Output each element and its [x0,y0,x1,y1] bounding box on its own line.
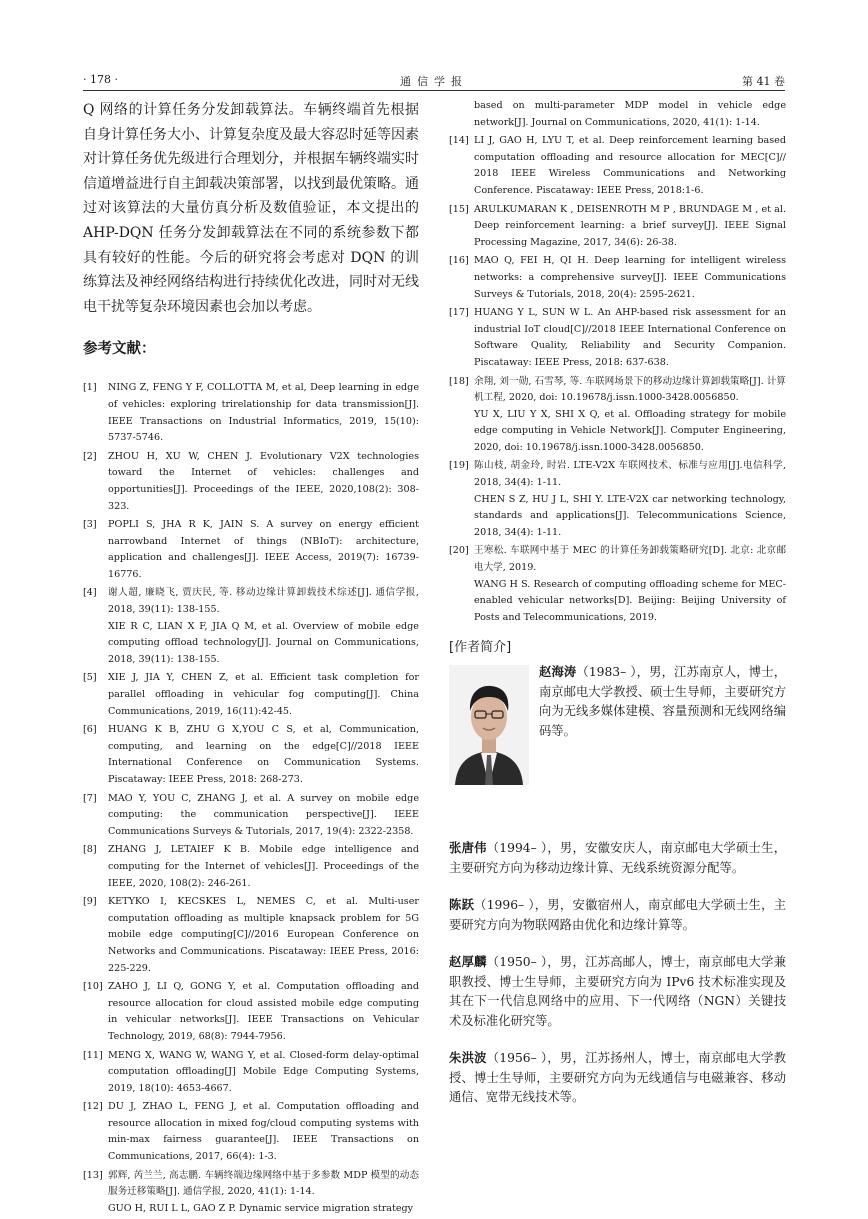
author-bio [449,896,786,935]
reference-number: [19] [449,460,469,472]
references-heading: 参考文献： [83,341,156,358]
journal-name: 通信学报 [400,75,468,88]
author-photo [449,665,529,785]
reference-number: [12] [83,1101,103,1113]
reference-item [449,253,786,303]
reference-item [449,543,786,626]
author-description: （1983– ），男，江苏南京人，博士，南京邮电大学教授、硕士生导师，主要研究方向为无线多媒体建模、容量预测和无线网络编码等。 [539,665,786,738]
reference-text: KETYKO I, KECSKES L, NEMES C, et al. Multi-user computation offloading as multiple knapsack problem for 5G mobile edge computing[C]//2016 European Conference on Networks and Communications. Piscataway: IEEE Press, 2016: 225-229. [108,896,419,974]
reference-text: POPLI S, JHA R K, JAIN S. A survey on energy efficient narrowband Internet of things (NBIoT): architecture, application and challenges[J]. IEEE Access, 2019(7): 16739-16776. [108,519,419,580]
author-name: 张唐伟 [449,841,487,856]
left-column [83,98,419,1219]
reference-text: MAO Q, FEI H, QI H. Deep learning for intelligent wireless networks: a comprehensive survey[J]. IEEE Communications Surveys & Tutorials, 2018, 20(4): 2595-2621. [474,255,786,300]
right-column [449,98,786,1108]
reference-item [83,449,419,515]
reference-number: [17] [449,307,469,319]
author-bio-heading: [作者简介] [449,640,512,656]
author-description: （1950– ），男，江苏高邮人，博士，南京邮电大学兼职教授、博士生导师，主要研究方向为 IPv6 技术标准实现及其在下一代信息网络中的应用、下一代网络（NGN）关键技术及标准化研究等。 [449,955,786,1028]
reference-number: [20] [449,545,469,557]
page-header [83,70,785,91]
author-name: 赵海涛 [539,665,577,680]
reference-translation: XIE R C, LIAN X F, JIA Q M, et al. Overview of mobile edge computing offload technology[J]. Journal on Communications, 2018, 39(11): 138-155. [108,620,419,665]
reference-text: 王寒松. 车联网中基于 MEC 的计算任务卸载策略研究[D]. 北京: 北京邮电大学, 2019. [474,545,786,574]
reference-item [449,458,786,541]
reference-number: [5] [83,672,97,684]
reference-text: based on multi-parameter MDP model in vehicle edge network[J]. Journal on Communications, 2020, 41(1): 1-14. [474,100,786,128]
reference-item [83,1168,419,1218]
reference-item [449,305,786,371]
reference-number: [13] [83,1169,103,1181]
author-bio [449,1049,786,1108]
reference-text: MAO Y, YOU C, ZHANG J, et al. A survey on mobile edge computing: the communication perspective[J]. IEEE Communications Surveys & Tutorials, 2017, 19(4): 2322-2358. [108,792,419,837]
reference-number: [10] [83,981,103,993]
reference-item [449,374,786,457]
reference-item [83,722,419,788]
author-name: 赵厚麟 [449,955,487,970]
reference-item [83,979,419,1045]
reference-number: [6] [83,724,97,736]
reference-item [83,517,419,583]
page-number: · 178 · [83,73,118,86]
reference-item [83,842,419,892]
reference-number: [16] [449,255,469,267]
reference-number: [15] [449,203,469,215]
reference-continuation [449,98,786,131]
reference-number: [18] [449,375,469,387]
reference-translation: CHEN S Z, HU J L, SHI Y. LTE-V2X car networking technology, standards and applications[J]. Telecommunications Science, 2018, 34(4): 1-11. [474,493,786,538]
reference-item [83,380,419,446]
reference-text: ZAHO J, LI Q, GONG Y, et al. Computation offloading and resource allocation for cloud assisted mobile edge computing in vehicular networks[J]. IEEE Transactions on Vehicular Technology, 2019, 68(8): 7944-7956. [108,981,419,1042]
reference-text: ARULKUMARAN K , DEISENROTH M P , BRUNDAGE M , et al. Deep reinforcement learning: a brief survey[J]. IEEE Signal Processing Magazine, 2017, 34(6): 26-38. [474,203,786,248]
reference-text: HUANG K B, ZHU G X,YOU C S, et al, Communication, computing, and learning on the edge[C]//2018 IEEE International Conference on Communication Systems. Piscataway: IEEE Press, 2018: 268-273. [108,724,419,785]
reference-item [83,791,419,841]
reference-item [83,670,419,720]
author-bio [449,663,786,789]
reference-item [83,1099,419,1165]
reference-number: [3] [83,519,97,531]
references-list-left [83,380,419,1217]
reference-text: NING Z, FENG Y F, COLLOTTA M, et al, Deep learning in edge of vehicles: exploring trirelationship for data transmission[J]. IEEE Transactions on Industrial Informatics, 2019, 15(10): 5737-5746. [108,382,419,444]
author-description: （1996– ），男，安徽宿州人，南京邮电大学硕士生，主要研究方向为物联网路由优化和边缘计算等。 [449,898,786,932]
reference-text: 郭辉, 芮兰兰, 高志鹏. 车辆终端边缘网络中基于多参数 MDP 模型的动态服务迁移策略[J]. 通信学报, 2020, 41(1): 1-14. [108,1169,419,1198]
reference-item [83,585,419,668]
reference-text: DU J, ZHAO L, FENG J, et al. Computation offloading and resource allocation in mixed fog/cloud computing systems with min-max fairness guarantee[J]. IEEE Transactions on Communications, 2017, 66(4): 1-3. [108,1101,419,1163]
conclusion-paragraph: Q 网络的计算任务分发卸载算法。车辆终端首先根据自身计算任务大小、计算复杂度及最大容忍时延等因素对计算任务优先级进行合理划分，并根据车辆终端实时信道增益进行自主卸载决策部署，以找到最优策略。通过对该算法的大量仿真分析及数值验证，本文提出的 AHP-DQN 任务分发卸载算法在不同的系统参数下都具有较好的性能。今后的研究将会考虑对 DQN 的训练算法及神经网络结构进行持续优化改进，同时对无线电干扰等复杂环境因素也会加以考虑。 [83,102,419,315]
author-description: （1994– ），男，安徽安庆人，南京邮电大学硕士生，主要研究方向为移动边缘计算、无线系统资源分配等。 [449,841,786,875]
reference-number: [2] [83,450,97,462]
reference-number: [9] [83,896,97,908]
reference-number: [11] [83,1049,103,1061]
reference-item [83,894,419,977]
reference-translation: WANG H S. Research of computing offloading scheme for MEC-enabled vehicular networks[D]. Beijing: Beijing University of Posts and Telecommunications, 2019. [474,578,786,623]
reference-translation: GUO H, RUI L L, GAO Z P. Dynamic service migration strategy [108,1202,414,1214]
reference-text: ZHANG J, LETAIEF K B. Mobile edge intelligence and computing for the Internet of vehicles[J]. Proceedings of the IEEE, 2020, 108(2): 246-261. [108,844,419,889]
author-description: （1956– ），男，江苏扬州人，博士，南京邮电大学教授、博士生导师，主要研究方向为无线通信与电磁兼容、移动通信、宽带无线技术等。 [449,1051,786,1105]
author-name: 陈跃 [449,898,475,913]
volume-label: 第 41 卷 [742,75,785,88]
reference-item [83,1048,419,1098]
reference-number: [8] [83,844,97,856]
author-bios-list [449,839,786,1108]
author-bio [449,839,786,878]
reference-text: MENG X, WANG W, WANG Y, et al. Closed-form delay-optimal computation offloading[J] Mobile Edge Computing Systems, 2019, 18(10): 4653-4667. [108,1049,419,1094]
reference-text: LI J, GAO H, LYU T, et al. Deep reinforcement learning based computation offloading and resource allocation for MEC[C]// 2018 IEEE Wireless Communications and Networking Conference. Piscataway: IEEE Press, 2018:1-6. [474,135,786,196]
author-name: 朱洪波 [449,1051,487,1066]
reference-text: ZHOU H, XU W, CHEN J. Evolutionary V2X technologies toward the Internet of vehicles: challenges and opportunities[J]. Proceedings of the IEEE, 2020,108(2): 308-323. [108,450,419,512]
reference-item [449,133,786,199]
reference-number: [7] [83,792,97,804]
author-bio [449,953,786,1031]
references-list-right [449,133,786,626]
reference-number: [1] [83,382,97,394]
reference-text: XIE J, JIA Y, CHEN Z, et al. Efficient task completion for parallel offloading in vehicular fog computing[J]. China Communications, 2019, 16(11):42-45. [108,672,419,717]
reference-translation: YU X, LIU Y X, SHI X Q, et al. Offloading strategy for mobile edge computing in Vehicle Network[J]. Computer Engineering, 2020, doi: 10.19678/j.issn.1000-3428.0056850. [474,408,786,453]
reference-number: [4] [83,587,97,599]
reference-text: 陈山枝, 胡金玲, 时岩. LTE-V2X 车联网技术、标准与应用[J].电信科学, 2018, 34(4): 1-11. [474,460,786,489]
reference-number: [14] [449,135,469,147]
reference-text: 谢人超, 廉晓飞, 贾庆民, 等. 移动边缘计算卸载技术综述[J]. 通信学报, 2018, 39(11): 138-155. [108,587,419,616]
reference-text: HUANG Y L, SUN W L. An AHP-based risk assessment for an industrial IoT cloud[C]//2018 IEEE International Conference on Software Quality, Reliability and Security Companion. Piscataway: IEEE Press, 2018: 637-638. [474,307,786,368]
reference-text: 余翔, 刘一勋, 石雪琴, 等. 车联网场景下的移动边缘计算卸载策略[J]. 计算机工程, 2020, doi: 10.19678/j.issn.1000-3428.0056850. [474,375,786,404]
reference-item [449,202,786,252]
